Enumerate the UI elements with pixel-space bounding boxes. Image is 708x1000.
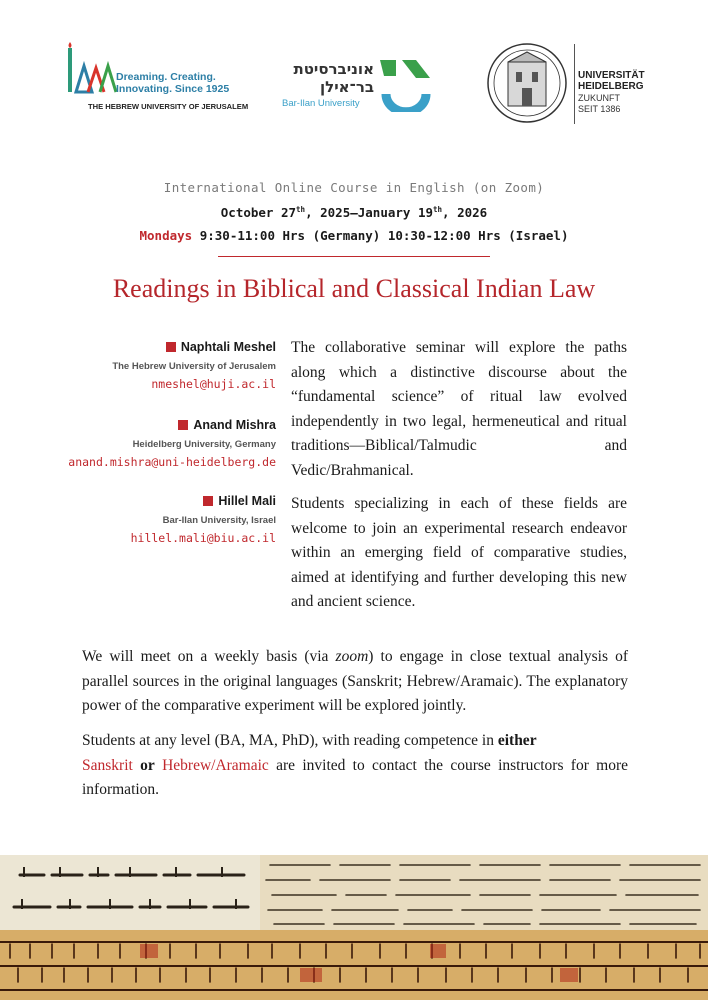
heidelberg-seal-icon xyxy=(486,42,568,124)
heidelberg-line2: HEIDELBERG xyxy=(578,81,644,92)
instructor-email-link[interactable]: anand.mishra@uni-heidelberg.de xyxy=(68,455,276,469)
biu-mark-icon xyxy=(376,54,434,112)
instructor-hillel-mali xyxy=(36,494,276,545)
heidelberg-line1: UNIVERSITÄT xyxy=(578,70,645,81)
course-type: International Online Course in English (on Zoom) xyxy=(163,180,545,195)
either-word: either xyxy=(497,732,537,749)
instructor-affiliation: Bar-Ilan University, Israel xyxy=(162,515,276,526)
biu-english-name: Bar-Ilan University xyxy=(282,98,360,109)
heidelberg-divider xyxy=(574,44,575,124)
biu-logo xyxy=(280,54,440,114)
instructor-affiliation: Heidelberg University, Germany xyxy=(132,439,276,450)
header-divider xyxy=(218,256,490,257)
meeting-info-text-1: We will meet on a weekly basis (via xyxy=(82,648,336,665)
instructor-anand-mishra xyxy=(36,418,276,469)
instructor-name-text: Hillel Mali xyxy=(218,494,276,508)
meeting-info xyxy=(82,645,628,719)
date-end-sup: th xyxy=(433,205,443,214)
course-times xyxy=(0,228,708,243)
date-end: , 2026 xyxy=(442,205,488,221)
red-square-icon xyxy=(178,420,188,430)
instructor-email-link[interactable]: hillel.mali@biu.ac.il xyxy=(130,531,276,545)
huji-name: THE HEBREW UNIVERSITY OF JERUSALEM xyxy=(88,102,249,111)
huji-slogan-line2: Innovating. Since 1925 xyxy=(116,83,230,95)
instructor-affiliation: The Hebrew University of Jerusalem xyxy=(112,361,276,372)
zoom-word: zoom xyxy=(335,648,369,665)
date-mid: , 2025—January 19 xyxy=(305,205,434,221)
weekday: Mondays xyxy=(139,228,193,243)
heidelberg-line4: SEIT 1386 xyxy=(578,104,621,114)
huji-slogan-line1: Dreaming. Creating. xyxy=(116,71,216,83)
eligibility-info xyxy=(82,729,628,803)
hebrew-aramaic-word: Hebrew/Aramaic xyxy=(162,756,269,774)
instructor-name-text: Anand Mishra xyxy=(193,418,276,432)
heidelberg-line3: ZUKUNFT xyxy=(578,93,620,103)
red-square-icon xyxy=(203,496,213,506)
date-start-sup: th xyxy=(296,205,306,214)
huji-mark-icon xyxy=(60,38,120,102)
huji-slogan xyxy=(116,71,229,95)
hebrew-manuscript-left xyxy=(0,855,260,930)
instructor-naphtali-meshel xyxy=(36,340,276,391)
hebrew-manuscript-right xyxy=(260,855,708,930)
or-word: or xyxy=(140,756,155,774)
eligibility-text-1: Students at any level (BA, MA, PhD), with reading competence in xyxy=(82,732,498,749)
instructor-name xyxy=(36,494,276,508)
sanskrit-word: Sanskrit xyxy=(82,756,133,774)
page-title: Readings in Biblical and Classical Indian Law xyxy=(112,274,596,303)
course-dates xyxy=(0,205,708,220)
instructor-name xyxy=(36,418,276,432)
sanskrit-manuscript xyxy=(0,930,708,1000)
instructor-email-link[interactable]: nmeshel@huji.ac.il xyxy=(151,377,276,391)
manuscript-image xyxy=(0,855,708,1000)
red-square-icon xyxy=(166,342,176,352)
biu-hebrew-line2: בר־אילן xyxy=(320,78,374,96)
seminar-description-1: The collaborative seminar will explore the paths along which a distinctive discourse about the “fundamental science” of ritual law evolved independently in two legal, hermeneutical and ritual traditions—Biblical/Talmudic and Vedic/Brahmanical. xyxy=(291,339,627,479)
meeting-info-text-2: ) to engage in close textual analysis of parallel sources in the original languages (Sanskrit; Hebrew/Aramaic). The explanatory power of the comparative experiment will be explored jointly. xyxy=(82,648,628,714)
biu-hebrew-line1: אוניברסיטת xyxy=(293,60,374,78)
date-start-day: October 27 xyxy=(220,205,297,221)
eligibility-text-2: are invited to contact the course instructors for more information. xyxy=(82,756,629,798)
instructor-name xyxy=(36,340,276,354)
heidelberg-logo xyxy=(486,42,656,126)
seminar-description-2: Students specializing in each of these fields are welcome to join an experimental research endeavor within an emerging field of comparative studies, aimed at identifying and further developing this new and ancient science. xyxy=(291,495,627,610)
huji-logo xyxy=(60,38,260,118)
instructor-name-text: Naphtali Meshel xyxy=(180,340,276,354)
time-text: 9:30-11:00 Hrs (Germany) 10:30-12:00 Hrs (Israel) xyxy=(199,228,569,243)
